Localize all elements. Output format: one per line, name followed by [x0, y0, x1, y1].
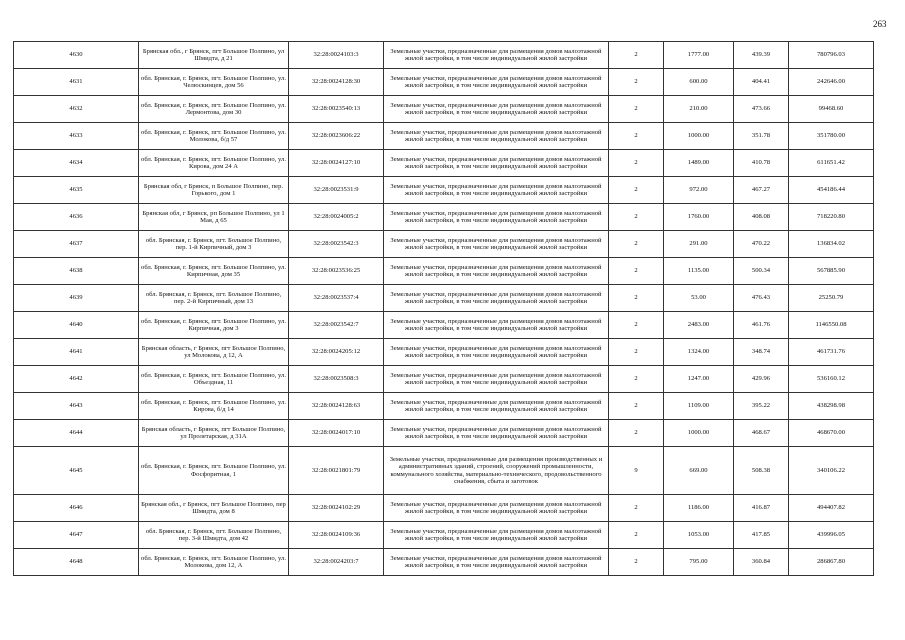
address-cell: обл. Брянская, г. Брянск, пгт. Большое Полпино, ул. Кирпичная, дом 3 — [139, 312, 289, 339]
rate-cell: 360.84 — [734, 549, 789, 576]
cadastral-value-cell: 136834.02 — [789, 231, 874, 258]
group-cell: 9 — [609, 447, 664, 495]
area-cell: 1135.00 — [664, 258, 734, 285]
row-number: 4648 — [14, 549, 139, 576]
cadastral-number-cell: 32:28:0023508:3 — [289, 366, 384, 393]
group-cell: 2 — [609, 177, 664, 204]
area-cell: 1000.00 — [664, 123, 734, 150]
table-row — [14, 339, 874, 366]
address-cell: обл. Брянская, г. Брянск, пгт. Большое Полпино, пер. 2-й Кирпичный, дом 13 — [139, 285, 289, 312]
rate-cell: 395.22 — [734, 393, 789, 420]
area-cell: 1324.00 — [664, 339, 734, 366]
cadastral-value-cell: 780796.03 — [789, 42, 874, 69]
address-cell: Брянская область, г Брянск, пгт Большое Полпино, ул Пролетарская, д 31А — [139, 420, 289, 447]
cadastral-value-cell: 454186.44 — [789, 177, 874, 204]
row-number: 4634 — [14, 150, 139, 177]
land-use-cell: Земельные участки, предназначенные для размещения домов малоэтажной жилой застройки, в том числе индивидуальной жилой застройки — [384, 150, 609, 177]
row-number: 4630 — [14, 42, 139, 69]
cadastral-value-cell: 340106.22 — [789, 447, 874, 495]
address-cell: обл. Брянская, г. Брянск, пгт. Большое Полпино, ул. Молокова, дом 12, А — [139, 549, 289, 576]
group-cell: 2 — [609, 366, 664, 393]
land-use-cell: Земельные участки, предназначенные для размещения домов малоэтажной жилой застройки, в том числе индивидуальной жилой застройки — [384, 96, 609, 123]
group-cell: 2 — [609, 339, 664, 366]
table-row — [14, 42, 874, 69]
row-number: 4635 — [14, 177, 139, 204]
row-number: 4636 — [14, 204, 139, 231]
row-number: 4644 — [14, 420, 139, 447]
land-use-cell: Земельные участки, предназначенные для размещения домов малоэтажной жилой застройки, в том числе индивидуальной жилой застройки — [384, 231, 609, 258]
rate-cell: 439.39 — [734, 42, 789, 69]
area-cell: 1109.00 — [664, 393, 734, 420]
cadastral-number-cell: 32:28:0023531:9 — [289, 177, 384, 204]
area-cell: 1186.00 — [664, 495, 734, 522]
rate-cell: 408.08 — [734, 204, 789, 231]
row-number: 4639 — [14, 285, 139, 312]
group-cell: 2 — [609, 69, 664, 96]
table-row — [14, 285, 874, 312]
cadastral-number-cell: 32:28:0024103:3 — [289, 42, 384, 69]
group-cell: 2 — [609, 312, 664, 339]
rate-cell: 473.66 — [734, 96, 789, 123]
rate-cell: 410.78 — [734, 150, 789, 177]
address-cell: Брянская обл., г Брянск, пгт Большое Полпино, пер Шмидта, дом 8 — [139, 495, 289, 522]
cadastral-value-cell: 242646.00 — [789, 69, 874, 96]
page-number: 263 — [873, 19, 887, 29]
area-cell: 600.00 — [664, 69, 734, 96]
rate-cell: 461.76 — [734, 312, 789, 339]
address-cell: обл. Брянская, г. Брянск, пгт. Большое Полпино, ул. Кирова, б/д 14 — [139, 393, 289, 420]
area-cell: 2483.00 — [664, 312, 734, 339]
cadastral-value-cell: 461731.76 — [789, 339, 874, 366]
cadastral-number-cell: 32:28:0024102:29 — [289, 495, 384, 522]
area-cell: 1053.00 — [664, 522, 734, 549]
address-cell: Брянская обл, г Брянск, п Большое Полпино, пер. Горького, дом 1 — [139, 177, 289, 204]
cadastral-value-cell: 1146550.08 — [789, 312, 874, 339]
address-cell: обл. Брянская, г. Брянск, пгт. Большое Полпино, ул. Объездная, 11 — [139, 366, 289, 393]
table-row — [14, 495, 874, 522]
group-cell: 2 — [609, 285, 664, 312]
address-cell: Брянская обл, г Брянск, рп Большое Полпино, ул 1 Мая, д 65 — [139, 204, 289, 231]
address-cell: обл. Брянская, г. Брянск, пгт. Большое Полпино, ул. Лермонтова, дом 30 — [139, 96, 289, 123]
row-number: 4631 — [14, 69, 139, 96]
address-cell: Брянская обл., г Брянск, пгт Большое Полпино, ул Шмидта, д 21 — [139, 42, 289, 69]
table-row — [14, 258, 874, 285]
table-row — [14, 393, 874, 420]
row-number: 4642 — [14, 366, 139, 393]
row-number: 4637 — [14, 231, 139, 258]
cadastral-value-cell: 438298.98 — [789, 393, 874, 420]
row-number: 4638 — [14, 258, 139, 285]
land-use-cell: Земельные участки, предназначенные для размещения домов малоэтажной жилой застройки, в том числе индивидуальной жилой застройки — [384, 522, 609, 549]
rate-cell: 500.34 — [734, 258, 789, 285]
cadastral-number-cell: 32:28:0024127:10 — [289, 150, 384, 177]
area-cell: 972.00 — [664, 177, 734, 204]
row-number: 4646 — [14, 495, 139, 522]
address-cell: обл. Брянская, г. Брянск, пгт. Большое Полпино, пер. 3-й Шмидта, дом 42 — [139, 522, 289, 549]
land-use-cell: Земельные участки, предназначенные для размещения домов малоэтажной жилой застройки, в том числе индивидуальной жилой застройки — [384, 177, 609, 204]
row-number: 4641 — [14, 339, 139, 366]
land-use-cell: Земельные участки, предназначенные для размещения домов малоэтажной жилой застройки, в том числе индивидуальной жилой застройки — [384, 42, 609, 69]
group-cell: 2 — [609, 258, 664, 285]
table-row — [14, 69, 874, 96]
cadastral-value-cell: 567885.90 — [789, 258, 874, 285]
rate-cell: 404.41 — [734, 69, 789, 96]
area-cell: 1000.00 — [664, 420, 734, 447]
group-cell: 2 — [609, 495, 664, 522]
cadastral-value-table — [13, 41, 874, 576]
rate-cell: 429.96 — [734, 366, 789, 393]
table-row — [14, 549, 874, 576]
cadastral-value-cell: 468670.00 — [789, 420, 874, 447]
cadastral-value-cell: 611651.42 — [789, 150, 874, 177]
table-body — [14, 42, 874, 576]
area-cell: 53.00 — [664, 285, 734, 312]
cadastral-value-cell: 439996.05 — [789, 522, 874, 549]
cadastral-number-cell: 32:28:0024203:7 — [289, 549, 384, 576]
land-use-cell: Земельные участки, предназначенные для размещения домов малоэтажной жилой застройки, в том числе индивидуальной жилой застройки — [384, 123, 609, 150]
group-cell: 2 — [609, 393, 664, 420]
cadastral-number-cell: 32:28:0024017:10 — [289, 420, 384, 447]
rate-cell: 468.67 — [734, 420, 789, 447]
land-use-cell: Земельные участки, предназначенные для размещения домов малоэтажной жилой застройки, в том числе индивидуальной жилой застройки — [384, 204, 609, 231]
area-cell: 1777.00 — [664, 42, 734, 69]
group-cell: 2 — [609, 96, 664, 123]
cadastral-number-cell: 32:28:0024109:36 — [289, 522, 384, 549]
table-row — [14, 447, 874, 495]
cadastral-number-cell: 32:28:0021801:79 — [289, 447, 384, 495]
land-use-cell: Земельные участки, предназначенные для размещения домов малоэтажной жилой застройки, в том числе индивидуальной жилой застройки — [384, 339, 609, 366]
cadastral-value-cell: 286867.80 — [789, 549, 874, 576]
row-number: 4643 — [14, 393, 139, 420]
land-use-cell: Земельные участки, предназначенные для размещения домов малоэтажной жилой застройки, в том числе индивидуальной жилой застройки — [384, 285, 609, 312]
rate-cell: 416.87 — [734, 495, 789, 522]
cadastral-number-cell: 32:28:0024005:2 — [289, 204, 384, 231]
area-cell: 1247.00 — [664, 366, 734, 393]
address-cell: обл. Брянская, г. Брянск, пгт. Большое Полпино, ул. Кирпичная, дом 35 — [139, 258, 289, 285]
row-number: 4640 — [14, 312, 139, 339]
group-cell: 2 — [609, 549, 664, 576]
cadastral-number-cell: 32:28:0024128:30 — [289, 69, 384, 96]
table-row — [14, 231, 874, 258]
cadastral-number-cell: 32:28:0023540:13 — [289, 96, 384, 123]
land-use-cell: Земельные участки, предназначенные для размещения производственных и административных зданий, строений, сооружений промышленности, коммунального хозяйства, материально-технического, продовольственного снабжения, сбыта и заготовок — [384, 447, 609, 495]
cadastral-number-cell: 32:28:0023542:3 — [289, 231, 384, 258]
group-cell: 2 — [609, 231, 664, 258]
address-cell: обл. Брянская, г. Брянск, пгт. Большое Полпино, пер. 1-й Кирпичный, дом 3 — [139, 231, 289, 258]
cadastral-number-cell: 32:28:0023536:25 — [289, 258, 384, 285]
land-use-cell: Земельные участки, предназначенные для размещения домов малоэтажной жилой застройки, в том числе индивидуальной жилой застройки — [384, 420, 609, 447]
row-number: 4632 — [14, 96, 139, 123]
land-use-cell: Земельные участки, предназначенные для размещения домов малоэтажной жилой застройки, в том числе индивидуальной жилой застройки — [384, 69, 609, 96]
group-cell: 2 — [609, 204, 664, 231]
table-row — [14, 150, 874, 177]
rate-cell: 351.78 — [734, 123, 789, 150]
cadastral-value-cell: 25250.79 — [789, 285, 874, 312]
cadastral-number-cell: 32:28:0023606:22 — [289, 123, 384, 150]
address-cell: Брянская область, г Брянск, пгт Большое Полпино, ул Молокова, д 12, А — [139, 339, 289, 366]
address-cell: обл. Брянская, г. Брянск, пгт. Большое Полпино, ул. Челюскинцев, дом 56 — [139, 69, 289, 96]
cadastral-value-cell: 718220.80 — [789, 204, 874, 231]
land-use-cell: Земельные участки, предназначенные для размещения домов малоэтажной жилой застройки, в том числе индивидуальной жилой застройки — [384, 549, 609, 576]
area-cell: 795.00 — [664, 549, 734, 576]
table-row — [14, 204, 874, 231]
cadastral-number-cell: 32:28:0023542:7 — [289, 312, 384, 339]
group-cell: 2 — [609, 42, 664, 69]
land-use-cell: Земельные участки, предназначенные для размещения домов малоэтажной жилой застройки, в том числе индивидуальной жилой застройки — [384, 312, 609, 339]
group-cell: 2 — [609, 420, 664, 447]
table-row — [14, 420, 874, 447]
cadastral-value-cell: 99468.60 — [789, 96, 874, 123]
land-use-cell: Земельные участки, предназначенные для размещения домов малоэтажной жилой застройки, в том числе индивидуальной жилой застройки — [384, 258, 609, 285]
cadastral-number-cell: 32:28:0023537:4 — [289, 285, 384, 312]
land-use-cell: Земельные участки, предназначенные для размещения домов малоэтажной жилой застройки, в том числе индивидуальной жилой застройки — [384, 393, 609, 420]
row-number: 4647 — [14, 522, 139, 549]
area-cell: 291.00 — [664, 231, 734, 258]
table-row — [14, 312, 874, 339]
area-cell: 210.00 — [664, 96, 734, 123]
address-cell: обл. Брянская, г. Брянск, пгт. Большое Полпино, ул. Молокова, б/д 57 — [139, 123, 289, 150]
group-cell: 2 — [609, 123, 664, 150]
cadastral-number-cell: 32:28:0024205:12 — [289, 339, 384, 366]
cadastral-value-cell: 351780.00 — [789, 123, 874, 150]
area-cell: 669.00 — [664, 447, 734, 495]
table-row — [14, 123, 874, 150]
rate-cell: 470.22 — [734, 231, 789, 258]
address-cell: обл. Брянская, г. Брянск, пгт. Большое Полпино, ул. Кирова, дом 24 А — [139, 150, 289, 177]
rate-cell: 417.85 — [734, 522, 789, 549]
area-cell: 1489.00 — [664, 150, 734, 177]
table-row — [14, 366, 874, 393]
cadastral-value-cell: 494407.82 — [789, 495, 874, 522]
group-cell: 2 — [609, 522, 664, 549]
row-number: 4645 — [14, 447, 139, 495]
area-cell: 1760.00 — [664, 204, 734, 231]
table-row — [14, 177, 874, 204]
address-cell: обл. Брянская, г. Брянск, пгт. Большое Полпино, ул. Фосфоритная, 1 — [139, 447, 289, 495]
land-use-cell: Земельные участки, предназначенные для размещения домов малоэтажной жилой застройки, в том числе индивидуальной жилой застройки — [384, 366, 609, 393]
rate-cell: 467.27 — [734, 177, 789, 204]
group-cell: 2 — [609, 150, 664, 177]
table-row — [14, 522, 874, 549]
cadastral-value-cell: 536160.12 — [789, 366, 874, 393]
rate-cell: 476.43 — [734, 285, 789, 312]
row-number: 4633 — [14, 123, 139, 150]
rate-cell: 508.38 — [734, 447, 789, 495]
table-row — [14, 96, 874, 123]
cadastral-number-cell: 32:28:0024128:63 — [289, 393, 384, 420]
land-use-cell: Земельные участки, предназначенные для размещения домов малоэтажной жилой застройки, в том числе индивидуальной жилой застройки — [384, 495, 609, 522]
rate-cell: 348.74 — [734, 339, 789, 366]
